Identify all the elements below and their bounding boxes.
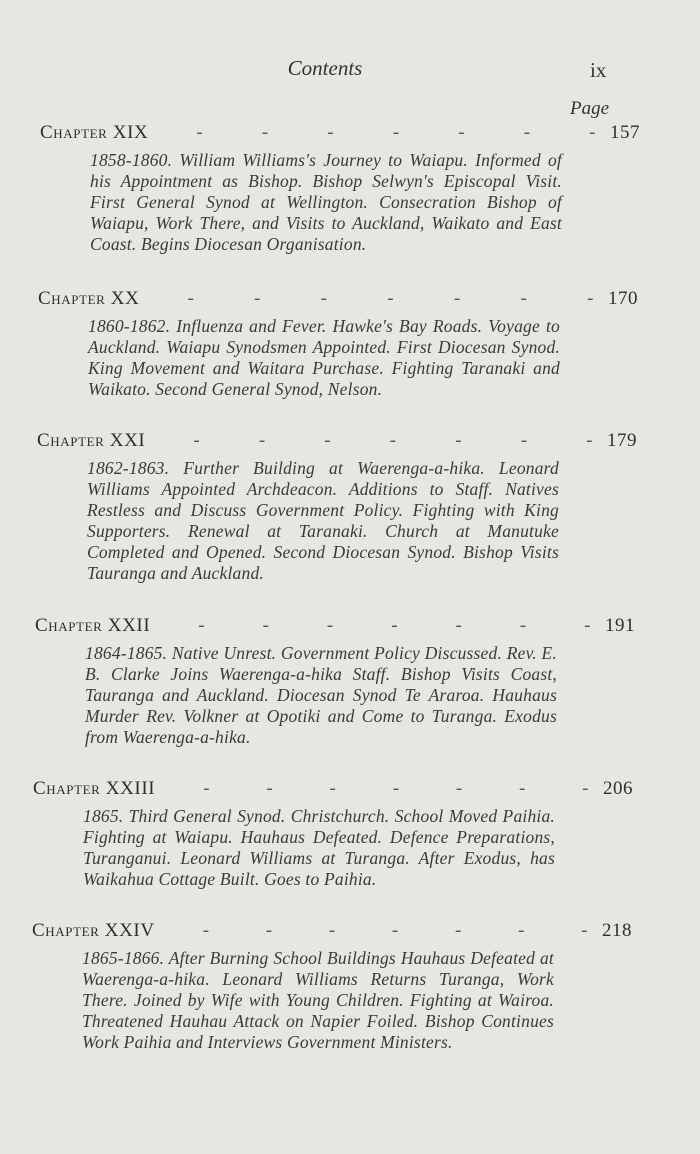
chapter-title: Chapter XXII — [35, 615, 151, 636]
page-number: ix — [590, 58, 607, 82]
chapter-entry[interactable] — [38, 288, 638, 400]
chapter-heading — [32, 920, 632, 946]
chapter-synopsis: 1858-1860. William Williams's Journey to Waiapu. Informed of his Appointment as Bishop. Bishop Selwyn's Episcopal Visit. First General Synod at Wellington. Consecration Bishop of Waiapu, Work There, and Visits to Auckland, Waikato and East Coast. Begins Diocesan Organisation. — [90, 150, 562, 254]
chapter-page: 206 — [603, 778, 633, 799]
chapter-heading — [33, 778, 633, 804]
dot-leader: - - - - - - - — [202, 920, 588, 941]
dot-leader: - - - - - - - — [187, 288, 594, 309]
dot-leader: - - - - - - - — [196, 122, 596, 143]
chapter-synopsis: 1862-1863. Further Building at Waerenga-a-hika. Leonard Williams Appointed Archdeacon. Additions to Staff. Natives Restless and Discuss Government Policy. Fighting with King Supporters. Renewal at Taranaki. Church at Manutuke Completed and Opened. Second Diocesan Synod. Bishop Visits Tauranga and Auckland. — [87, 458, 559, 583]
chapter-entry[interactable] — [35, 615, 635, 748]
running-title: Contents — [287, 56, 363, 80]
dot-leader: - - - - - - - — [203, 778, 589, 799]
chapter-page: 191 — [605, 615, 635, 636]
chapter-entry[interactable] — [37, 430, 637, 584]
chapter-page: 157 — [610, 122, 640, 143]
chapter-title: Chapter XX — [38, 288, 140, 309]
chapter-heading — [40, 122, 640, 148]
chapter-synopsis: 1865-1866. After Burning School Buildings Hauhaus Defeated at Waerenga-a-hika. Leonard Williams Returns Turanga, Work There. Joined by Wife with Young Children. Fighting at Wairoa. Threatened Hauhau Attack on Napier Foiled. Bishop Continues Work Paihia and Interviews Government Ministers. — [82, 948, 554, 1052]
chapter-synopsis: 1865. Third General Synod. Christchurch. School Moved Paihia. Fighting at Waiapu. Hauhaus Defeated. Defence Preparations, Turanganui. Leonard Williams at Turanga. After Exodus, has Waikahua Cottage Built. Goes to Paihia. — [83, 806, 555, 889]
chapter-entry[interactable] — [40, 122, 640, 255]
chapter-title: Chapter XXIV — [32, 920, 155, 941]
chapter-title: Chapter XIX — [40, 122, 149, 143]
chapter-page: 218 — [602, 920, 632, 941]
chapter-title: Chapter XXIII — [33, 778, 156, 799]
chapter-heading — [35, 615, 635, 641]
dot-leader: - - - - - - - — [193, 430, 593, 451]
chapter-synopsis: 1860-1862. Influenza and Fever. Hawke's Bay Roads. Voyage to Auckland. Waiapu Synodsmen Appointed. First Diocesan Synod. King Movement and Waitara Purchase. Fighting Taranaki and Waikato. Second General Synod, Nelson. — [88, 316, 560, 399]
page-column-label: Page — [570, 98, 610, 119]
chapter-heading — [38, 288, 638, 314]
chapter-title: Chapter XXI — [37, 430, 146, 451]
chapter-page: 179 — [607, 430, 637, 451]
dot-leader: - - - - - - - — [198, 615, 591, 636]
chapter-entry[interactable] — [32, 920, 632, 1053]
chapter-entry[interactable] — [33, 778, 633, 890]
chapter-synopsis: 1864-1865. Native Unrest. Government Policy Discussed. Rev. E. B. Clarke Joins Waerenga-a-hika Staff. Bishop Visits Coast, Tauranga and Auckland. Diocesan Synod Te Araroa. Hauhaus Murder Rev. Volkner at Opotiki and Come to Turanga. Exodus from Waerenga-a-hika. — [85, 643, 557, 747]
chapter-heading — [37, 430, 637, 456]
chapter-page: 170 — [608, 288, 638, 309]
